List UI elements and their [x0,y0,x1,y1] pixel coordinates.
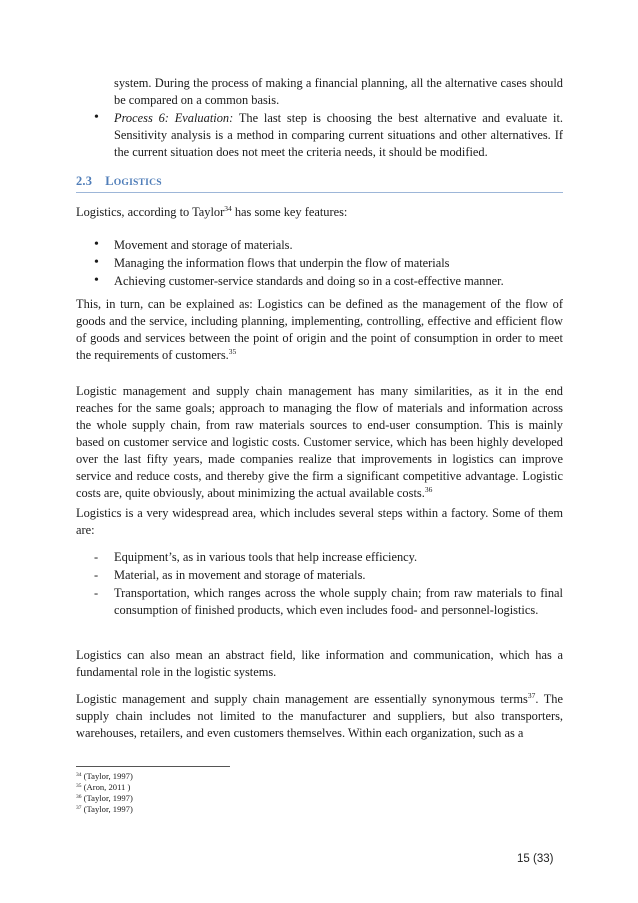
paragraph-definition: This, in turn, can be explained as: Logistics can be defined as the management of the flow of goods and the service, including planning, implementing, controlling, effective and efficient flow of goods and services between the point of origin and the point of consumption in order to meet the requirements of customers.$^{35}$ [76,297,563,362]
heading-divider [76,192,563,193]
section-title-rest: OGISTICS [113,177,162,188]
bullet-icon: • [94,255,99,270]
bullet-icon: • [94,110,99,125]
section-heading [76,174,162,189]
footnote-divider [76,766,230,767]
dash-icon: - [94,568,99,582]
process5-continuation: system. During the process of making a financial planning, all the alternative cases should be compared on a common basis. [114,76,563,107]
dash-icon: - [94,586,99,600]
feature-item: Managing the information flows that underpin the flow of materials [114,256,450,270]
paragraph-widespread: Logistics is a very widespread area, which includes several steps within a factory. Some of them are: [76,506,563,537]
section-number: 2.3 [76,174,93,188]
paragraph-abstract-field: Logistics can also mean an abstract field, like information and communication, which has a fundamental role in the logistic systems. [76,648,563,679]
feature-item: Achieving customer-service standards and doing so in a cost-effective manner. [114,274,504,288]
footnote-ref-37[interactable]: 37 [527,691,536,700]
bullet-icon: • [94,237,99,252]
step-item: Transportation, which ranges across the whole supply chain; from raw materials to final consumption of finished products, which even includes food- and personnel-logistics. [114,586,563,617]
process6-text: The last step is choosing the best alternative and evaluate it. Sensitivity analysis is a method in comparing current situations and other alternatives. If the current situation does not meet the criteria needs, it should be modified. [114,111,563,159]
step-item: Material, as in movement and storage of materials. [114,568,366,582]
footnote-ref-35[interactable]: 35 [228,347,237,356]
section-title-initial: L [105,174,114,188]
process6-item [114,110,563,161]
paragraph-intro: Logistics, according to Taylor$^{34}$ has some key features: [76,204,348,219]
process6-label: Process 6: Evaluation: [114,111,234,125]
paragraph-synonymous: Logistic management and supply chain management are essentially synonymous terms$^{37}$. The supply chain includes not limited to the manufacturer and suppliers, but also transporters, warehouses, retailers, and even customers themselves. Within each organization, such as a [76,691,563,740]
footnote: $^{36}$ (Taylor, 1997) [76,793,133,803]
footnote-ref-34[interactable]: 34 [224,204,232,213]
feature-item: Movement and storage of materials. [114,238,293,252]
footnote: $^{35}$ (Aron, 2011 ) [76,782,131,792]
bullet-icon: • [94,273,99,288]
page-number: 15 (33) [517,853,554,865]
footnote-ref-36[interactable]: 36 [424,485,433,494]
footnote: $^{34}$ (Taylor, 1997) [76,771,133,781]
step-item: Equipment’s, as in various tools that help increase efficiency. [114,550,418,564]
footnote: $^{37}$ (Taylor, 1997) [76,804,133,814]
dash-icon: - [94,550,99,564]
paragraph-supply-chain: Logistic management and supply chain management has many similarities, as it in the end reaches for the same goals; approach to managing the flow of materials and information across the whole supply chain, from raw materials sources to end-user consumption. This is mainly based on customer service and logistic costs. Customer service, which has been highly developed over the last fifty years, made companies realize that improvements in logistics can improve service and reduce costs, and thereby give the firm a significant competitive advantage. Logistic costs are, quite obviously, about minimizing the actual available costs.$^{36}$ [76,384,563,500]
